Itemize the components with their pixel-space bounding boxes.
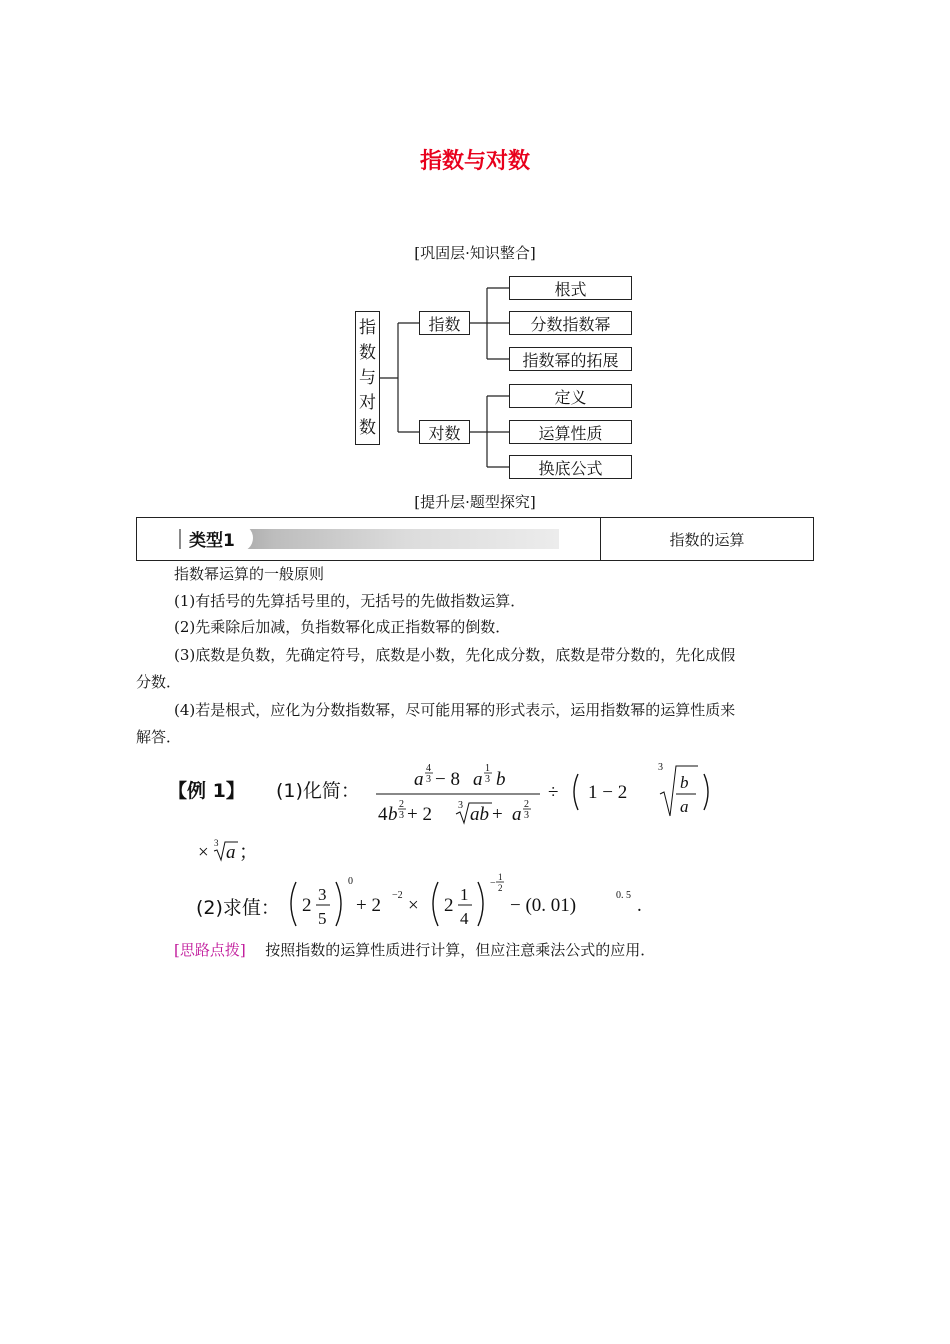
den-plus: + (492, 804, 503, 825)
exp-3b: 3 (485, 774, 490, 785)
neg-sign: − (490, 878, 496, 889)
expression-1 (372, 752, 712, 832)
root-char: 数 (359, 418, 376, 438)
mixed2-1: 1 (460, 885, 469, 904)
div-sign: ÷ (548, 782, 559, 803)
example-part1-label: (1)化简： (276, 780, 360, 802)
node-fractional-power: 分数指数幂 (509, 311, 632, 335)
times-2: × (408, 895, 419, 916)
frac-b: b (680, 773, 689, 792)
den-ab: ab (470, 804, 489, 825)
node-exponent: 指数 (419, 311, 470, 335)
den-plus2: + 2 (407, 804, 432, 825)
principle-3-cont: 分数． (136, 673, 182, 691)
plus-2: + 2 (356, 895, 381, 916)
root-index-2: 3 (658, 762, 663, 773)
principle-3: (3)底数是负数，先确定符号，底数是小数，先化成分数，底数是带分数的，先化成假 (174, 646, 736, 664)
num-a: a (414, 769, 424, 790)
root-char: 数 (359, 343, 376, 363)
mixed2-2: 2 (444, 895, 454, 916)
exp-3c: 3 (399, 810, 404, 821)
expression-1-cont (196, 836, 266, 866)
exp-4: 4 (426, 763, 431, 774)
principles-heading: 指数幂运算的一般原则 (174, 565, 325, 583)
neg-half-num: 1 (498, 872, 503, 882)
exp-neg2: −2 (392, 890, 403, 901)
root-index: 3 (458, 800, 463, 811)
semicolon: ； (239, 842, 259, 863)
node-properties: 运算性质 (509, 420, 632, 444)
node-logarithm: 对数 (419, 420, 470, 444)
neg-half-den: 2 (498, 883, 503, 893)
node-base-change: 换底公式 (509, 455, 632, 479)
example-label: 【例 1】 (168, 780, 245, 802)
type-header (136, 517, 814, 561)
hint-tag: [思路点拨] (174, 941, 246, 959)
principle-2: (2)先乘除后加减，负指数幂化成正指数幂的倒数． (174, 618, 511, 636)
cbrt-index: 3 (214, 838, 219, 848)
frac-a: a (680, 797, 689, 816)
node-power-extension: 指数幂的拓展 (509, 347, 632, 371)
hint-text: 按照指数的运算性质进行计算，但应注意乘法公式的应用． (265, 941, 656, 959)
type-tag: 类型1 (189, 531, 235, 551)
exp-2: 2 (399, 799, 404, 810)
one-minus-two: 1 − 2 (588, 782, 628, 803)
principle-1: (1)有括号的先算括号里的，无括号的先做指数运算． (174, 592, 526, 610)
root-char: 与 (359, 368, 376, 388)
num-b: b (496, 769, 506, 790)
num-a2: a (473, 769, 483, 790)
exp-05: 0. 5 (616, 890, 631, 901)
exp-2b: 2 (524, 799, 529, 810)
principle-4-cont: 解答． (136, 728, 182, 746)
exp-1: 1 (485, 763, 490, 774)
cbrt-a: a (226, 842, 236, 863)
mixed-2: 2 (302, 895, 312, 916)
page-title: 指数与对数 (419, 149, 530, 174)
example-part2-label: (2)求值： (196, 897, 280, 919)
section-consolidation-label: [巩固层·知识整合] (414, 244, 536, 262)
node-radical: 根式 (509, 276, 632, 300)
type-topic: 指数的运算 (669, 530, 745, 549)
den-a: a (512, 804, 522, 825)
exp-3: 3 (426, 774, 431, 785)
root-node (355, 311, 380, 445)
principle-4: (4)若是根式，应化为分数指数幂，尽可能用幂的形式表示，运用指数幂的运算性质来 (174, 701, 736, 719)
num-minus8: − 8 (435, 769, 460, 790)
root-char: 指 (359, 318, 376, 338)
times-sign: × (198, 842, 209, 863)
node-definition: 定义 (509, 384, 632, 408)
root-char: 对 (359, 393, 376, 413)
section-advance-label: [提升层·题型探究] (414, 493, 536, 511)
mixed-5: 5 (318, 909, 327, 928)
den-b: b (388, 804, 398, 825)
hint (174, 937, 814, 963)
den-4: 4 (378, 804, 388, 825)
exp-zero: 0 (348, 876, 353, 887)
minus-001: − (0. 01) (510, 895, 577, 916)
mixed2-4: 4 (460, 909, 469, 928)
mixed-3: 3 (318, 885, 327, 904)
expression-2 (288, 872, 648, 934)
period: . (637, 895, 642, 916)
exp-3d: 3 (524, 810, 529, 821)
